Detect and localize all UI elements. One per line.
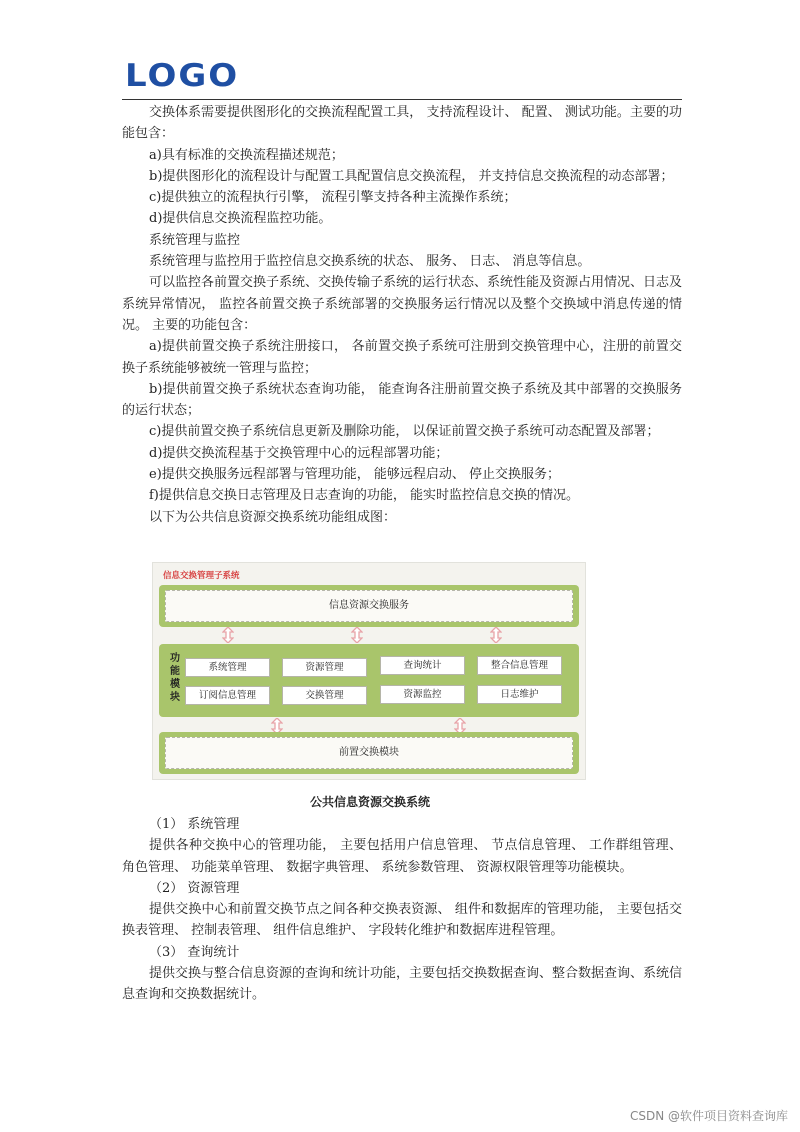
diagram-title: 信息交换管理子系统 bbox=[163, 571, 240, 581]
module-box: 资源管理 bbox=[282, 658, 367, 677]
paragraph: 系统管理与监控用于监控信息交换系统的状态、 服务、 日志、 消息等信息。 bbox=[149, 254, 591, 270]
paragraph: 交换体系需要提供图形化的交换流程配置工具， 支持流程设计、 配置、 测试功能。主要的功能包含： bbox=[122, 105, 682, 142]
bottom-band bbox=[159, 732, 579, 774]
list-item: d)提供交换流程基于交换管理中心的远程部署功能； bbox=[149, 445, 449, 461]
top-band bbox=[159, 585, 579, 627]
subsection-heading: （2） 资源管理 bbox=[149, 880, 240, 896]
side-label-char: 模 bbox=[170, 679, 180, 690]
list-item: c)提供前置交换子系统信息更新及删除功能， 以保证前置交换子系统可动态配置及部署； bbox=[149, 424, 660, 440]
module-box: 交换管理 bbox=[282, 686, 367, 705]
paragraph: 提供各种交换中心的管理功能， 主要包括用户信息管理、 节点信息管理、 工作群组管理、 角色管理、 功能菜单管理、 数据字典管理、 系统参数管理、 资源权限管理等功能模块。 bbox=[122, 838, 682, 875]
list-item: f)提供信息交换日志管理及日志查询的功能， 能实时监控信息交换的情况。 bbox=[149, 488, 580, 504]
system-diagram bbox=[152, 562, 586, 780]
logo: LOGO bbox=[125, 57, 240, 95]
list-item: a)具有标准的交换流程描述规范； bbox=[149, 147, 344, 163]
exchange-service-box: 信息资源交换服务 bbox=[165, 590, 573, 622]
up-down-arrow-icon bbox=[351, 627, 363, 643]
header-rule bbox=[122, 99, 682, 100]
module-box: 日志维护 bbox=[477, 685, 562, 704]
front-exchange-module-box: 前置交换模块 bbox=[165, 737, 573, 769]
list-item: a)提供前置交换子系统注册接口， 各前置交换子系统可注册到交换管理中心，注册的前置交换子系统能够被统一管理与监控； bbox=[122, 339, 682, 376]
list-item: b)提供前置交换子系统状态查询功能， 能查询各注册前置交换子系统及其中部署的交换服务的运行状态； bbox=[122, 381, 682, 419]
modules-side-label bbox=[168, 652, 182, 704]
figure-caption: 公共信息资源交换系统 bbox=[309, 795, 430, 809]
side-label-char: 块 bbox=[170, 692, 180, 703]
subsection-heading: （3） 查询统计 bbox=[149, 944, 240, 960]
paragraph: 可以监控各前置交换子系统、交换传输子系统的运行状态、系统性能及资源占用情况、日志及系统异常情况， 监控各前置交换子系统部署的交换服务运行情况以及整个交换域中消息传递的情况。 主要的功能包含： bbox=[122, 275, 683, 333]
list-item: e)提供交换服务远程部署与管理功能， 能够远程启动、 停止交换服务； bbox=[149, 467, 561, 483]
paragraph: 提供交换中心和前置交换节点之间各种交换表资源、 组件和数据库的管理功能， 主要包括交换表管理、 控制表管理、 组件信息维护、 字段转化维护和数据库进程管理。 bbox=[122, 902, 682, 939]
side-label-char: 能 bbox=[170, 666, 180, 677]
up-down-arrow-icon bbox=[490, 627, 502, 643]
side-label-char: 功 bbox=[170, 653, 180, 664]
paragraph: 提供交换与整合信息资源的查询和统计功能，主要包括交换数据查询、整合数据查询、系统信息查询和交换数据统计。 bbox=[122, 966, 683, 1003]
module-box: 系统管理 bbox=[185, 658, 270, 677]
module-box: 查询统计 bbox=[380, 656, 465, 675]
watermark: CSDN @软件项目资料查询库 bbox=[629, 1109, 788, 1123]
module-box: 订阅信息管理 bbox=[185, 686, 270, 705]
section-heading: 系统管理与监控 bbox=[149, 232, 241, 248]
list-item: b)提供图形化的流程设计与配置工具配置信息交换流程， 并支持信息交换流程的动态部署； bbox=[149, 168, 674, 184]
module-box: 整合信息管理 bbox=[477, 656, 562, 675]
module-box: 资源监控 bbox=[380, 685, 465, 704]
section-exchange-flow bbox=[122, 102, 682, 528]
paragraph: 以下为公共信息资源交换系统功能组成图： bbox=[149, 509, 397, 525]
list-item: d)提供信息交换流程监控功能。 bbox=[149, 211, 332, 227]
list-item: c)提供独立的流程执行引擎， 流程引擎支持各种主流操作系统； bbox=[149, 190, 517, 206]
up-down-arrow-icon bbox=[222, 627, 234, 643]
subsection-heading: （1） 系统管理 bbox=[149, 817, 240, 832]
section-functions bbox=[122, 814, 682, 1006]
modules-band bbox=[159, 644, 579, 717]
